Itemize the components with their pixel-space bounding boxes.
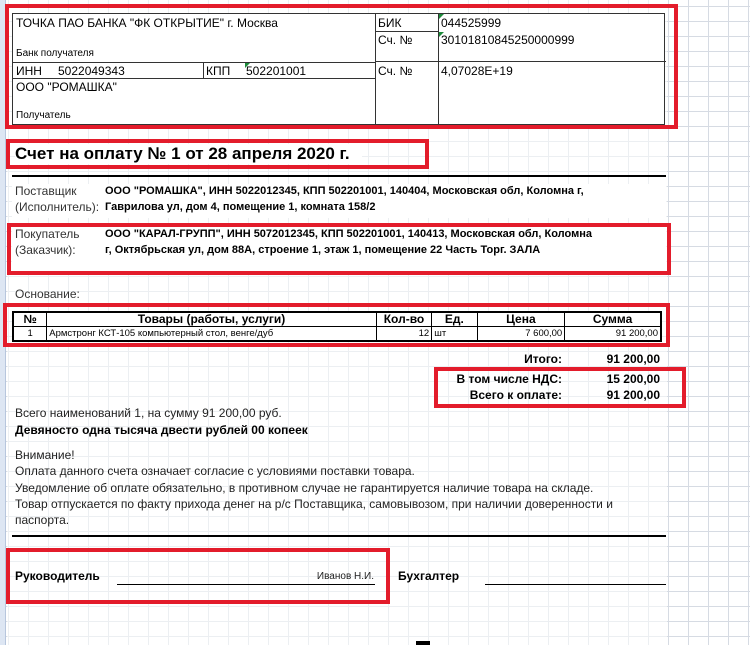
col-price: Цена	[477, 312, 565, 327]
highlight-buyer	[7, 223, 671, 275]
highlight-invoice-title	[6, 139, 429, 169]
total-label: Итого:	[524, 352, 562, 366]
highlight-totals	[434, 367, 686, 408]
bank-name: ТОЧКА ПАО БАНКА "ФК ОТКРЫТИЕ" г. Москва	[16, 16, 278, 30]
accountant-label: Бухгалтер	[398, 569, 460, 583]
highlight-signature	[6, 548, 390, 604]
title-divider	[12, 175, 666, 177]
recipient-name: ООО "РОМАШКА"	[16, 80, 117, 94]
supplier-label-sub: (Исполнитель):	[15, 200, 100, 214]
bik-value: 044525999	[441, 16, 502, 30]
col-qty: Кол-во	[376, 312, 431, 327]
notice-line-2: Уведомление об оплате обязательно, в противном случае не гарантируется наличие товара на складе.	[15, 481, 594, 495]
cell-qty: 12	[376, 327, 431, 342]
account-label: Сч. №	[378, 64, 413, 78]
supplier-label: Поставщик	[15, 184, 77, 198]
col-goods: Товары (работы, услуги)	[47, 312, 377, 327]
col-sum: Сумма	[565, 312, 661, 327]
cell-price: 7 600,00	[477, 327, 565, 342]
cell-number: 1	[13, 327, 47, 342]
director-name: Иванов Н.И.	[316, 571, 374, 582]
highlight-items-table	[3, 303, 670, 347]
highlight-bank-details	[5, 4, 678, 129]
kpp-label: КПП	[206, 64, 231, 78]
notice-line-1: Оплата данного счета означает согласие с условиями поставки товара.	[15, 464, 415, 478]
notice-line-4: паспорта.	[15, 513, 70, 527]
buyer-details-line2: г, Октябрьская ул, дом 88А, строение 1, этаж 1, помещение 22 Часть Торг. ЗАЛА	[105, 244, 541, 256]
supplier-row	[12, 184, 666, 218]
buyer-details-line1: ООО "КАРАЛ-ГРУПП", ИНН 5072012345, КПП 502201001, 140413, Московская обл, Коломна	[105, 228, 593, 240]
notice-heading: Внимание!	[15, 448, 75, 462]
inn-value: 5022049343	[58, 64, 125, 78]
basis-label: Основание:	[15, 287, 80, 301]
supplier-details-line2: Гаврилова ул, дом 4, помещение 1, комната 158/2	[105, 201, 376, 213]
cell-goods: Армстронг КСТ-105 компьютерный стол, венге/дуб	[47, 327, 377, 342]
page-break-marker	[416, 641, 430, 645]
supplier-details-line1: ООО "РОМАШКА", ИНН 5022012345, КПП 502201001, 140404, Московская обл, Коломна г,	[105, 185, 584, 197]
bik-label: БИК	[378, 16, 402, 30]
buyer-label-sub: (Заказчик):	[15, 243, 76, 257]
account-value: 4,07028E+19	[441, 64, 513, 78]
total-value: 91 200,00	[606, 352, 660, 366]
col-number: №	[13, 312, 47, 327]
accountant-signature-line	[485, 584, 666, 585]
summary-line: Всего наименований 1, на сумму 91 200,00 руб.	[15, 406, 282, 420]
bank-label: Банк получателя	[16, 48, 94, 59]
notice-line-3: Товар отпускается по факту прихода денег на р/с Поставщика, самовывозом, при наличии доверенности и	[15, 497, 613, 511]
buyer-label: Покупатель	[15, 227, 80, 241]
corr-account-label: Сч. №	[378, 33, 413, 47]
vat-label: В том числе НДС:	[456, 372, 562, 386]
cell-unit: шт	[432, 327, 477, 342]
invoice-title: Счет на оплату № 1 от 28 апреля 2020 г.	[15, 144, 362, 164]
kpp-value: 502201001	[246, 64, 307, 78]
cell-sum: 91 200,00	[565, 327, 661, 342]
due-value: 91 200,00	[606, 388, 660, 402]
due-label: Всего к оплате:	[469, 388, 562, 402]
notice-divider	[12, 535, 666, 537]
corr-account-value: 30101810845250000999	[441, 33, 575, 47]
recipient-label: Получатель	[16, 110, 71, 121]
vat-value: 15 200,00	[606, 372, 660, 386]
amount-in-words: Девяносто одна тысяча двести рублей 00 копеек	[15, 423, 308, 437]
col-unit: Ед.	[432, 312, 477, 327]
director-label: Руководитель	[15, 569, 100, 583]
inn-label: ИНН	[16, 64, 42, 78]
